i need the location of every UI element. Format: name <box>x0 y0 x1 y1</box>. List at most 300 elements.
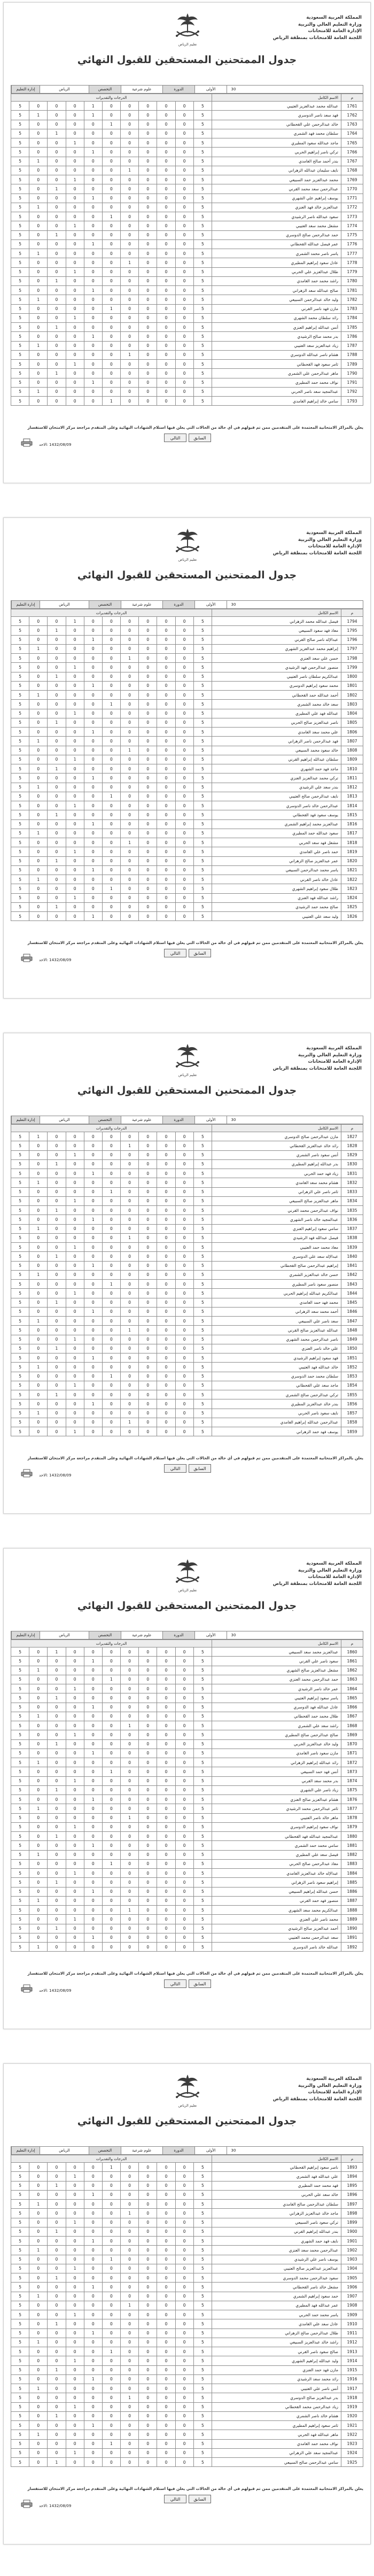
grade-cell: 0 <box>139 239 157 249</box>
grade-cell: 0 <box>121 1215 139 1224</box>
grade-cell: 5 <box>11 341 29 350</box>
grade-cell: 0 <box>48 2283 66 2292</box>
grade-cell: 0 <box>139 1693 157 1703</box>
seat-number-cell: 1920 <box>341 2411 363 2420</box>
grade-cell: 5 <box>11 1418 29 1427</box>
seat-number-cell: 1836 <box>341 1215 363 1224</box>
grade-cell: 0 <box>175 258 193 267</box>
grade-cell: 0 <box>66 2347 84 2356</box>
next-page-button[interactable]: التالي <box>164 2495 186 2503</box>
country-line: المملكة العربية السعودية <box>306 2076 362 2082</box>
grade-cell: 1 <box>29 737 48 746</box>
grade-cell: 5 <box>11 635 29 644</box>
grade-cell: 0 <box>66 1675 84 1684</box>
grade-cell: 5 <box>193 2393 212 2402</box>
grade-cell: 0 <box>66 1721 84 1730</box>
student-name-cell: ماهر خالد ناصر العتيبي <box>212 1813 341 1822</box>
grade-cell: 0 <box>121 1859 139 1868</box>
table-row <box>11 746 363 755</box>
grade-cell: 0 <box>48 1418 66 1427</box>
grade-cell: 0 <box>84 1647 102 1657</box>
grade-cell: 5 <box>11 1233 29 1242</box>
seat-number-cell: 1900 <box>341 2227 363 2236</box>
table-row <box>11 1335 363 1344</box>
grade-cell: 0 <box>175 1243 193 1252</box>
grade-cell: 1 <box>29 2292 48 2301</box>
student-name-cell: سلطان محمد فهد الشمري <box>212 129 341 138</box>
grade-cell: 0 <box>121 1289 139 1298</box>
seat-number-cell: 1860 <box>341 1647 363 1657</box>
grade-cell: 0 <box>29 323 48 332</box>
next-page-button[interactable]: التالي <box>164 434 186 442</box>
table-row <box>11 847 363 856</box>
seat-number-cell: 1875 <box>341 1785 363 1794</box>
table-row <box>11 1785 363 1794</box>
number-header: م <box>341 1125 363 1132</box>
grade-cell: 0 <box>66 1298 84 1307</box>
grade-cell: 0 <box>121 378 139 387</box>
table-row <box>11 1169 363 1178</box>
table-row <box>11 1859 363 1868</box>
grade-cell: 0 <box>29 1215 48 1224</box>
table-row <box>11 718 363 727</box>
grade-cell: 0 <box>157 230 175 239</box>
next-page-button[interactable]: التالي <box>164 1979 186 1988</box>
grade-cell: 5 <box>193 1785 212 1794</box>
seat-number-cell: 1798 <box>341 654 363 663</box>
grade-cell: 0 <box>139 230 157 239</box>
grade-cell: 0 <box>102 249 120 258</box>
seat-number-cell: 1868 <box>341 1721 363 1730</box>
grade-cell: 0 <box>102 194 120 203</box>
grade-cell: 0 <box>66 884 84 893</box>
grade-cell: 5 <box>11 1721 29 1730</box>
printer-icon[interactable] <box>21 2500 33 2508</box>
grade-cell: 0 <box>157 1850 175 1859</box>
grade-cell: 5 <box>11 1215 29 1224</box>
grade-cell: 5 <box>11 1813 29 1822</box>
grade-cell: 0 <box>139 2172 157 2181</box>
grade-cell: 0 <box>157 810 175 819</box>
next-page-button[interactable]: التالي <box>164 949 186 957</box>
seat-number-cell: 1815 <box>341 810 363 819</box>
student-name-cell: عادل سعود إبراهيم المطيري <box>212 258 341 267</box>
course-label: الدورة <box>162 1116 194 1124</box>
grade-cell: 5 <box>11 1832 29 1841</box>
grade-cell: 0 <box>139 1896 157 1905</box>
grade-cell: 0 <box>84 166 102 175</box>
grade-cell: 0 <box>29 1693 48 1703</box>
grade-cell: 5 <box>11 912 29 921</box>
grade-cell: 5 <box>193 1178 212 1187</box>
table-row <box>11 773 363 783</box>
student-name-cell: عبدالرحمن عبدالله إبراهيم الغامدي <box>212 1418 341 1427</box>
grade-cell: 0 <box>121 2172 139 2181</box>
grade-cell: 0 <box>66 2319 84 2329</box>
grade-cell: 5 <box>193 681 212 690</box>
grade-cell: 5 <box>193 295 212 304</box>
grade-cell: 0 <box>29 746 48 755</box>
filter-bar-spacer <box>240 1631 363 1639</box>
grade-cell: 0 <box>48 2338 66 2347</box>
student-name-cell: محمد سعود إبراهيم الدوسري <box>212 681 341 690</box>
filter-bar-spacer <box>240 601 363 608</box>
seat-number-cell: 1925 <box>341 2458 363 2467</box>
grade-cell: 0 <box>48 2264 66 2273</box>
country-line: المملكة العربية السعودية <box>306 15 362 20</box>
grade-cell: 0 <box>121 2200 139 2209</box>
grade-cell: 0 <box>84 397 102 406</box>
student-name-cell: نايف سليمان عبدالله الزهراني <box>212 166 341 175</box>
seat-number-cell: 1923 <box>341 2439 363 2448</box>
grade-cell: 0 <box>102 2329 120 2338</box>
printer-icon[interactable] <box>21 1469 33 1477</box>
grade-cell: 0 <box>139 1915 157 1924</box>
grade-cell: 0 <box>121 1390 139 1399</box>
grade-cell: 0 <box>84 129 102 138</box>
grade-cell: 5 <box>11 1785 29 1794</box>
grade-cell: 0 <box>48 773 66 783</box>
course-value: الأولى <box>194 1116 227 1124</box>
grade-cell: 0 <box>48 313 66 322</box>
grade-cell: 0 <box>121 1169 139 1178</box>
grade-cell: 0 <box>121 2292 139 2301</box>
table-row <box>11 2374 363 2384</box>
grade-cell: 0 <box>157 157 175 166</box>
grade-cell: 0 <box>29 1326 48 1335</box>
table-row <box>11 332 363 341</box>
grade-cell: 5 <box>11 387 29 396</box>
grade-cell: 0 <box>139 1196 157 1205</box>
grade-cell: 0 <box>48 1933 66 1942</box>
grade-cell: 0 <box>84 1776 102 1785</box>
grade-cell: 0 <box>102 230 120 239</box>
table-row <box>11 819 363 829</box>
grade-cell: 0 <box>175 286 193 295</box>
prev-page-button[interactable]: السابق <box>189 1979 211 1988</box>
table-row <box>11 2181 363 2190</box>
table-row <box>11 239 363 249</box>
seat-number-cell: 1787 <box>341 341 363 350</box>
grade-cell: 0 <box>84 2458 102 2467</box>
grade-cell: 0 <box>84 1943 102 1952</box>
grade-cell: 0 <box>139 120 157 129</box>
grade-cell: 5 <box>11 1372 29 1381</box>
grade-cell: 0 <box>121 2283 139 2292</box>
table-row <box>11 1749 363 1758</box>
grade-cell: 0 <box>139 2448 157 2457</box>
grade-cell: 5 <box>193 2430 212 2439</box>
grade-cell: 1 <box>29 1409 48 1418</box>
grade-cell: 5 <box>11 663 29 672</box>
grade-cell: 5 <box>193 1215 212 1224</box>
table-row <box>11 175 363 184</box>
grade-cell: 0 <box>139 2209 157 2218</box>
grade-cell: 0 <box>139 1869 157 1878</box>
grade-cell: 5 <box>11 1335 29 1344</box>
seat-number-cell: 1846 <box>341 1307 363 1316</box>
student-name-cell: ماهر عبدالعزيز صالح السبيعي <box>212 1196 341 1205</box>
name-header: الاسم الكامل <box>212 1125 341 1132</box>
grade-cell: 0 <box>84 1178 102 1187</box>
grade-cell: 0 <box>139 1739 157 1749</box>
student-name-cell: محمد ناصر علي العنزي <box>212 1915 341 1924</box>
grade-cell: 0 <box>139 2411 157 2420</box>
grade-cell: 0 <box>157 617 175 626</box>
grade-cell: 5 <box>11 148 29 157</box>
student-name-cell: عبدالله عبدالعزيز صالح القرني <box>212 1326 341 1335</box>
grade-cell: 0 <box>48 1749 66 1758</box>
grade-cell: 0 <box>48 728 66 737</box>
student-name-cell: معاذ محمد حمد العتيبي <box>212 1243 341 1252</box>
document-page <box>3 1548 371 2029</box>
grade-cell: 0 <box>48 387 66 396</box>
grade-cell: 0 <box>121 148 139 157</box>
grade-cell: 0 <box>102 1169 120 1178</box>
student-name-cell: عبدالمجيد سعد ناصر الحربي <box>212 387 341 396</box>
grade-cell: 0 <box>29 1206 48 1215</box>
grade-cell: 0 <box>175 1943 193 1952</box>
table-row <box>11 2411 363 2420</box>
grade-cell: 0 <box>175 1335 193 1344</box>
grade-cell: 0 <box>84 1159 102 1169</box>
grade-cell: 0 <box>48 1381 66 1390</box>
grade-cell: 5 <box>11 2264 29 2273</box>
table-header-row <box>11 94 363 102</box>
table-row <box>11 2227 363 2236</box>
grade-cell: 0 <box>175 1418 193 1427</box>
seat-number-cell: 1873 <box>341 1767 363 1776</box>
grade-cell: 0 <box>139 893 157 902</box>
grade-cell: 0 <box>121 397 139 406</box>
grade-cell: 0 <box>66 728 84 737</box>
seat-number-cell: 1825 <box>341 902 363 911</box>
grade-cell: 0 <box>29 792 48 801</box>
grade-cell: 0 <box>29 2448 48 2457</box>
grade-cell: 0 <box>84 2402 102 2411</box>
grade-cell: 0 <box>29 1390 48 1399</box>
grade-cell: 5 <box>193 1933 212 1942</box>
grade-cell: 5 <box>193 1804 212 1813</box>
table-row <box>11 397 363 406</box>
grade-cell: 0 <box>139 1776 157 1785</box>
grade-cell: 0 <box>175 1252 193 1261</box>
grade-cell: 5 <box>11 2283 29 2292</box>
seat-number-cell: 1850 <box>341 1344 363 1353</box>
grade-cell: 0 <box>66 2227 84 2236</box>
grade-cell: 0 <box>175 1832 193 1841</box>
grade-cell: 0 <box>102 2393 120 2402</box>
grade-cell: 0 <box>139 350 157 359</box>
grade-cell: 0 <box>139 1832 157 1841</box>
grade-cell: 5 <box>11 2393 29 2402</box>
printer-icon[interactable] <box>21 954 33 962</box>
grade-cell: 0 <box>84 2411 102 2420</box>
grade-cell: 0 <box>48 819 66 829</box>
grade-cell: 0 <box>102 856 120 865</box>
grade-cell: 0 <box>102 2319 120 2329</box>
grade-cell: 0 <box>139 166 157 175</box>
printer-icon[interactable] <box>21 438 33 447</box>
grade-cell: 0 <box>84 792 102 801</box>
seat-number-cell: 1853 <box>341 1372 363 1381</box>
grade-cell: 0 <box>29 1832 48 1841</box>
grade-cell: 5 <box>11 1943 29 1952</box>
results-table <box>11 609 363 921</box>
grade-cell: 0 <box>157 1307 175 1316</box>
palm-swords-emblem-icon <box>172 524 204 556</box>
prev-page-button[interactable]: السابق <box>189 949 211 957</box>
grade-cell: 0 <box>84 2448 102 2457</box>
grade-cell: 0 <box>48 2448 66 2457</box>
number-header: م <box>341 609 363 617</box>
grade-cell: 5 <box>193 1233 212 1242</box>
document-page <box>3 2063 371 2544</box>
table-row <box>11 792 363 801</box>
grade-cell: 0 <box>175 2374 193 2384</box>
grade-cell: 0 <box>121 1647 139 1657</box>
grade-cell: 0 <box>66 1943 84 1952</box>
grade-cell: 0 <box>175 203 193 212</box>
grade-cell: 5 <box>193 1399 212 1409</box>
grade-cell: 0 <box>157 1795 175 1804</box>
grade-cell: 1 <box>48 1878 66 1887</box>
grade-cell: 0 <box>29 1427 48 1436</box>
grade-cell: 5 <box>193 276 212 285</box>
grade-cell: 0 <box>84 2384 102 2393</box>
student-name-cell: فهد سعد ناصر الدوسري <box>212 111 341 120</box>
results-section <box>11 2146 363 2467</box>
grade-cell: 0 <box>29 2374 48 2384</box>
grade-cell: 0 <box>157 1869 175 1878</box>
grade-cell: 0 <box>175 1344 193 1353</box>
grade-cell: 0 <box>84 1813 102 1822</box>
grade-cell: 0 <box>66 249 84 258</box>
grade-cell: 0 <box>84 1712 102 1721</box>
grade-cell: 1 <box>66 847 84 856</box>
student-name-cell: منصور سعود ناصر المطيري <box>212 1280 341 1289</box>
grade-cell: 0 <box>48 1363 66 1372</box>
student-name-cell: أحمد عبدالله حمد القحطاني <box>212 691 341 700</box>
grade-cell: 0 <box>121 2190 139 2199</box>
grade-cell: 0 <box>157 1141 175 1150</box>
student-name-cell: مشعل محمد سعد العتيبي <box>212 221 341 230</box>
grade-cell: 0 <box>66 1307 84 1316</box>
grade-cell: 0 <box>157 700 175 709</box>
grade-cell: 0 <box>157 313 175 322</box>
grade-cell: 0 <box>121 2384 139 2393</box>
prev-page-button[interactable]: السابق <box>189 1464 211 1473</box>
grade-cell: 0 <box>29 2439 48 2448</box>
grade-cell: 0 <box>175 1196 193 1205</box>
grade-cell: 0 <box>139 212 157 221</box>
grade-cell: 1 <box>121 2301 139 2310</box>
grade-cell: 0 <box>102 1749 120 1758</box>
grade-cell: 1 <box>29 1363 48 1372</box>
grade-cell: 0 <box>102 2218 120 2227</box>
grade-cell: 1 <box>121 258 139 267</box>
grade-cell: 0 <box>139 718 157 727</box>
grade-cell: 0 <box>66 2237 84 2246</box>
grade-cell: 1 <box>121 1233 139 1242</box>
student-name-cell: فهد عبدالرحمن ناصر الزهراني <box>212 737 341 746</box>
student-name-cell: عبدالإله خالد عبدالعزيز الغامدي <box>212 1869 341 1878</box>
grade-cell: 0 <box>139 1187 157 1196</box>
grade-cell: 5 <box>193 258 212 267</box>
grade-cell: 0 <box>121 295 139 304</box>
grade-cell: 0 <box>84 323 102 332</box>
grade-cell: 5 <box>11 2255 29 2264</box>
prev-page-button[interactable]: السابق <box>189 434 211 442</box>
seat-number-cell: 1917 <box>341 2384 363 2393</box>
table-row <box>11 341 363 350</box>
grade-cell: 1 <box>48 902 66 911</box>
filter-bar-spacer <box>240 86 363 93</box>
grade-cell: 0 <box>48 1943 66 1952</box>
grade-cell: 0 <box>175 1859 193 1868</box>
seat-number-cell: 1768 <box>341 166 363 175</box>
grade-cell: 0 <box>139 2384 157 2393</box>
table-row <box>11 1666 363 1675</box>
seat-number-cell: 1857 <box>341 1409 363 1418</box>
course-value: الأولى <box>194 86 227 93</box>
table-row <box>11 829 363 838</box>
grade-cell: 0 <box>157 378 175 387</box>
table-row <box>11 801 363 810</box>
grade-cell: 0 <box>102 672 120 681</box>
grade-cell: 0 <box>66 397 84 406</box>
footer-note: يعلن بالمراكز الامتحانية المعتمدة على المتقدمين ممن تم قبولهم في أي حالة من الحالات التي يعلن فيها استلام الشهادات النهائية وعلى المتقدم مراجعة مركز الامتحان للاستفسار <box>27 940 363 945</box>
grade-cell: 0 <box>84 1372 102 1381</box>
grade-cell: 0 <box>175 847 193 856</box>
grade-cell: 5 <box>11 746 29 755</box>
grade-cell: 5 <box>193 2283 212 2292</box>
grade-cell: 0 <box>102 1233 120 1242</box>
student-name-cell: علي محمد سعد الغامدي <box>212 728 341 737</box>
grade-cell: 0 <box>84 2301 102 2310</box>
grade-cell: 0 <box>175 2227 193 2236</box>
grade-cell: 5 <box>193 397 212 406</box>
grade-cell: 0 <box>139 1141 157 1150</box>
table-row <box>11 1252 363 1261</box>
table-row <box>11 681 363 690</box>
grade-cell: 0 <box>66 1878 84 1887</box>
next-page-button[interactable]: التالي <box>164 1464 186 1473</box>
grade-cell: 0 <box>84 644 102 653</box>
grade-cell: 1 <box>66 1869 84 1878</box>
grade-cell: 5 <box>193 304 212 313</box>
grade-cell: 0 <box>175 1841 193 1850</box>
grade-cell: 0 <box>29 2172 48 2181</box>
student-name-cell: فهد محمد حمد المطيري <box>212 2181 341 2190</box>
table-row <box>11 728 363 737</box>
printer-icon[interactable] <box>21 1984 33 1993</box>
seat-number-cell: 1841 <box>341 1261 363 1270</box>
grade-cell: 0 <box>157 1215 175 1224</box>
table-row <box>11 184 363 194</box>
grade-cell: 0 <box>48 148 66 157</box>
grade-cell: 0 <box>157 1335 175 1344</box>
grade-cell: 0 <box>139 313 157 322</box>
grade-cell: 0 <box>175 276 193 285</box>
prev-page-button[interactable]: السابق <box>189 2495 211 2503</box>
page-header <box>4 1549 370 1629</box>
grade-cell: 1 <box>29 1270 48 1279</box>
grade-cell: 0 <box>157 912 175 921</box>
grade-cell: 5 <box>193 1150 212 1159</box>
student-name-cell: هشام عبدالعزيز صالح العنزي <box>212 1795 341 1804</box>
seat-number-cell: 1772 <box>341 203 363 212</box>
